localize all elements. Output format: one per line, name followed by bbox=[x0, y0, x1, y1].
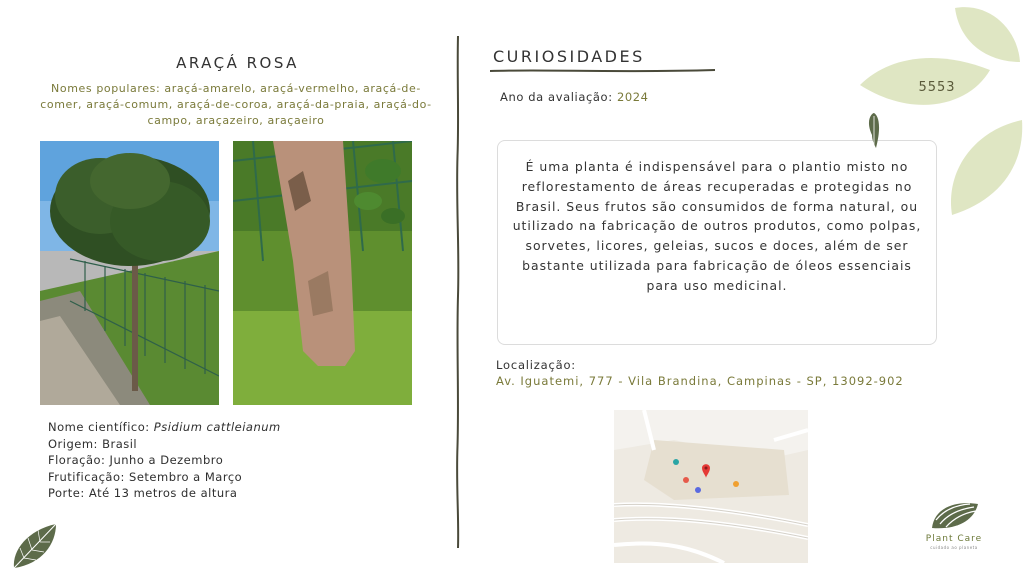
fact-origin: Origem: Brasil bbox=[48, 436, 138, 451]
plant-code: 5553 bbox=[918, 80, 956, 95]
curiosity-text: É uma planta é indispensável para o plantio misto no reflorestamento de áreas recuperadas e protegidas no Brasil. Seus frutos são consumidos de forma natural, ou utilizado na fabricação de outros produtos, como polpas, sorvetes, licores, geleias, sucos e doces, além de ser bastante utilizada para fabricação de óleos essenciais para uso medicinal. bbox=[497, 140, 937, 345]
location-address: Av. Iguatemi, 777 - Vila Brandina, Campinas - SP, 13092-902 bbox=[496, 374, 904, 388]
fact-fruiting: Frutificação: Setembro a Março bbox=[48, 469, 243, 484]
tree-photo bbox=[40, 141, 219, 405]
fact-scientific-label: Nome científico: bbox=[48, 420, 154, 434]
brand-name: Plant Care bbox=[925, 534, 983, 544]
location-label: Localização: bbox=[496, 358, 576, 372]
brand-tagline: cuidado ao planeta bbox=[930, 545, 978, 550]
brand-logo bbox=[918, 500, 990, 556]
leaf-logo-icon bbox=[930, 500, 980, 530]
curiosities-title: CURIOSIDADES bbox=[493, 47, 645, 66]
plant-facts bbox=[48, 419, 281, 502]
decorative-leaves bbox=[860, 0, 1024, 230]
fact-size: Porte: Até 13 metros de altura bbox=[48, 486, 238, 500]
title-underline bbox=[490, 67, 715, 75]
plant-title: ARAÇÁ ROSA bbox=[176, 54, 299, 72]
trunk-photo bbox=[233, 141, 412, 405]
fact-scientific-value: Psidium cattleianum bbox=[153, 420, 281, 434]
vertical-divider bbox=[452, 36, 464, 548]
corner-leaf-icon bbox=[10, 522, 60, 572]
location-map[interactable] bbox=[614, 410, 808, 563]
year-value: 2024 bbox=[616, 90, 649, 104]
fact-flowering: Floração: Junho a Dezembro bbox=[48, 453, 224, 467]
evaluation-year bbox=[500, 90, 649, 104]
fact-scientific-name bbox=[48, 419, 281, 436]
popular-names: Nomes populares: araçá-amarelo, araçá-vermelho, araçá-de-comer, araçá-comum, araçá-de-coroa, araçá-da-praia, araçá-do-campo, araçazeiro, araçaeiro bbox=[40, 82, 432, 127]
year-label: Ano da avaliação: bbox=[500, 90, 617, 104]
